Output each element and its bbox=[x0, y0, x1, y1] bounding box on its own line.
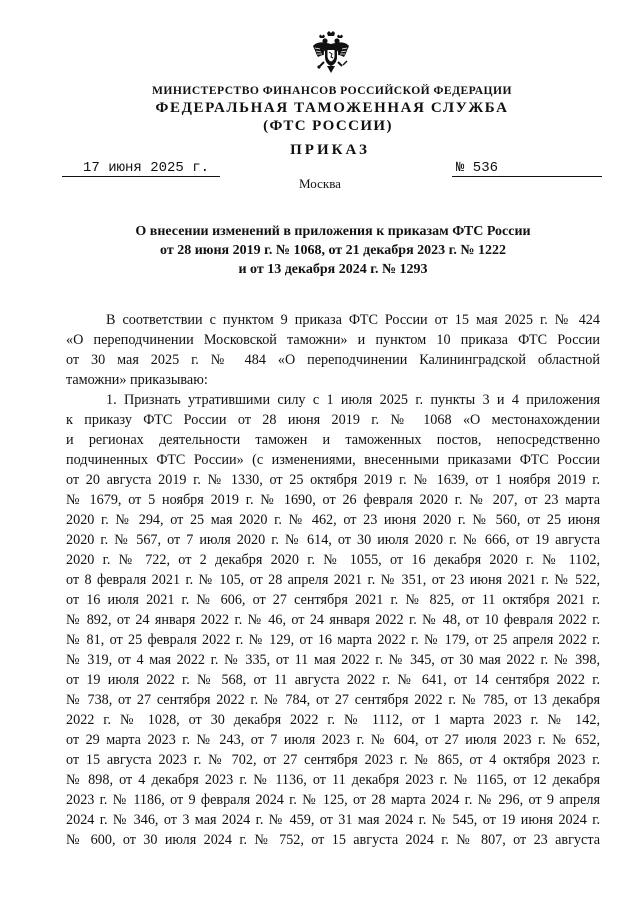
body-text-line: 2023 г. № 1186, от 9 февраля 2024 г. № 125, от 28 марта 2024 г. № 296, от 9 апреля bbox=[66, 792, 600, 808]
body-text-line: от 29 марта 2023 г. № 243, от 7 июля 2023 г. № 604, от 27 июля 2023 г. № 652, bbox=[66, 732, 600, 748]
body-text-line: к приказу ФТС России от 28 июня 2019 г. № 1068 «О местонахождении bbox=[66, 412, 600, 428]
body-text-line: 2022 г. № 1028, от 30 декабря 2022 г. № 1112, от 1 марта 2023 г. № 142, bbox=[66, 712, 600, 728]
order-title-line: и от 13 декабря 2024 г. № 1293 bbox=[238, 262, 428, 277]
body-text-line: подчиненных ФТС России» (с изменениями, внесенными приказами ФТС России bbox=[66, 452, 600, 468]
service-name: ФЕДЕРАЛЬНАЯ ТАМОЖЕННАЯ СЛУЖБА bbox=[155, 100, 509, 116]
document-type: ПРИКАЗ bbox=[290, 142, 370, 158]
body-text-line: от 30 мая 2025 г. № 484 «О переподчинении Калининградской областной bbox=[66, 352, 600, 368]
body-text-line: от 19 июля 2022 г. № 568, от 11 августа 2022 г. № 641, от 14 сентября 2022 г. bbox=[66, 672, 600, 688]
body-text-line: В соответствии с пунктом 9 приказа ФТС России от 15 мая 2025 г. № 424 bbox=[106, 312, 600, 328]
body-text-line: № 892, от 24 января 2022 г. № 46, от 24 января 2022 г. № 48, от 10 февраля 2022 г. bbox=[66, 612, 600, 628]
city: Москва bbox=[299, 176, 341, 191]
order-title-line: от 28 июня 2019 г. № 1068, от 21 декабря 2023 г. № 1222 bbox=[160, 243, 506, 258]
body-text-line: № 81, от 25 февраля 2022 г. № 129, от 16 марта 2022 г. № 179, от 25 апреля 2022 г. bbox=[66, 632, 600, 648]
body-text-line: от 15 августа 2023 г. № 702, от 27 сентября 2023 г. № 865, от 4 октября 2023 г. bbox=[66, 752, 600, 768]
body-text-line: от 20 августа 2019 г. № 1330, от 25 октября 2019 г. № 1639, от 1 ноября 2019 г. bbox=[66, 472, 600, 488]
body-text-line: «О переподчинении Московской таможни» и пунктом 10 приказа ФТС России bbox=[66, 332, 600, 348]
body-text-line: 1. Признать утратившими силу с 1 июля 2025 г. пункты 3 и 4 приложения bbox=[106, 392, 600, 408]
body-text-line: 2020 г. № 294, от 25 мая 2020 г. № 462, от 23 июня 2020 г. № 560, от 25 июня bbox=[66, 512, 600, 528]
body-text-line: таможни» приказываю: bbox=[66, 372, 208, 388]
body-text-line: и регионах деятельности таможен и таможенных постов, непосредственно bbox=[66, 432, 600, 448]
body-text-line: 2024 г. № 346, от 3 мая 2024 г. № 459, от 31 мая 2024 г. № 545, от 19 июня 2024 г. bbox=[66, 812, 600, 828]
body-text-line: 2020 г. № 722, от 2 декабря 2020 г. № 1055, от 16 декабря 2020 г. № 1102, bbox=[66, 552, 600, 568]
body-text-line: 2020 г. № 567, от 7 июля 2020 г. № 614, от 30 июля 2020 г. № 666, от 19 августа bbox=[66, 532, 600, 548]
order-title-line: О внесении изменений в приложения к приказам ФТС России bbox=[135, 224, 531, 239]
body-text-line: № 738, от 27 сентября 2022 г. № 784, от 27 сентября 2022 г. № 785, от 13 декабря bbox=[66, 692, 600, 708]
ministry-name: МИНИСТЕРСТВО ФИНАНСОВ РОССИЙСКОЙ ФЕДЕРАЦИИ bbox=[152, 84, 512, 97]
body-text-line: № 319, от 4 мая 2022 г. № 335, от 11 мая 2022 г. № 345, от 30 мая 2022 г. № 398, bbox=[66, 652, 600, 668]
body-text-line: № 898, от 4 декабря 2023 г. № 1136, от 11 декабря 2023 г. № 1165, от 12 декабря bbox=[66, 772, 600, 788]
body-text-line: № 600, от 30 июля 2024 г. № 752, от 15 августа 2024 г. № 807, от 23 августа bbox=[66, 832, 600, 848]
order-number: № 536 bbox=[456, 160, 499, 176]
body-text-line: № 1679, от 5 ноября 2019 г. № 1690, от 26 февраля 2020 г. № 207, от 23 марта bbox=[66, 492, 600, 508]
order-date: 17 июня 2025 г. bbox=[83, 160, 210, 176]
body-text-line: от 16 июля 2021 г. № 606, от 27 сентября 2021 г. № 825, от 11 октября 2021 г. bbox=[66, 592, 600, 608]
body-text-line: от 8 февраля 2021 г. № 105, от 28 апреля 2021 г. № 351, от 23 июня 2021 г. № 522, bbox=[66, 572, 600, 588]
russian-coat-of-arms-icon bbox=[312, 30, 350, 74]
service-short-name: (ФТС РОССИИ) bbox=[263, 118, 393, 134]
